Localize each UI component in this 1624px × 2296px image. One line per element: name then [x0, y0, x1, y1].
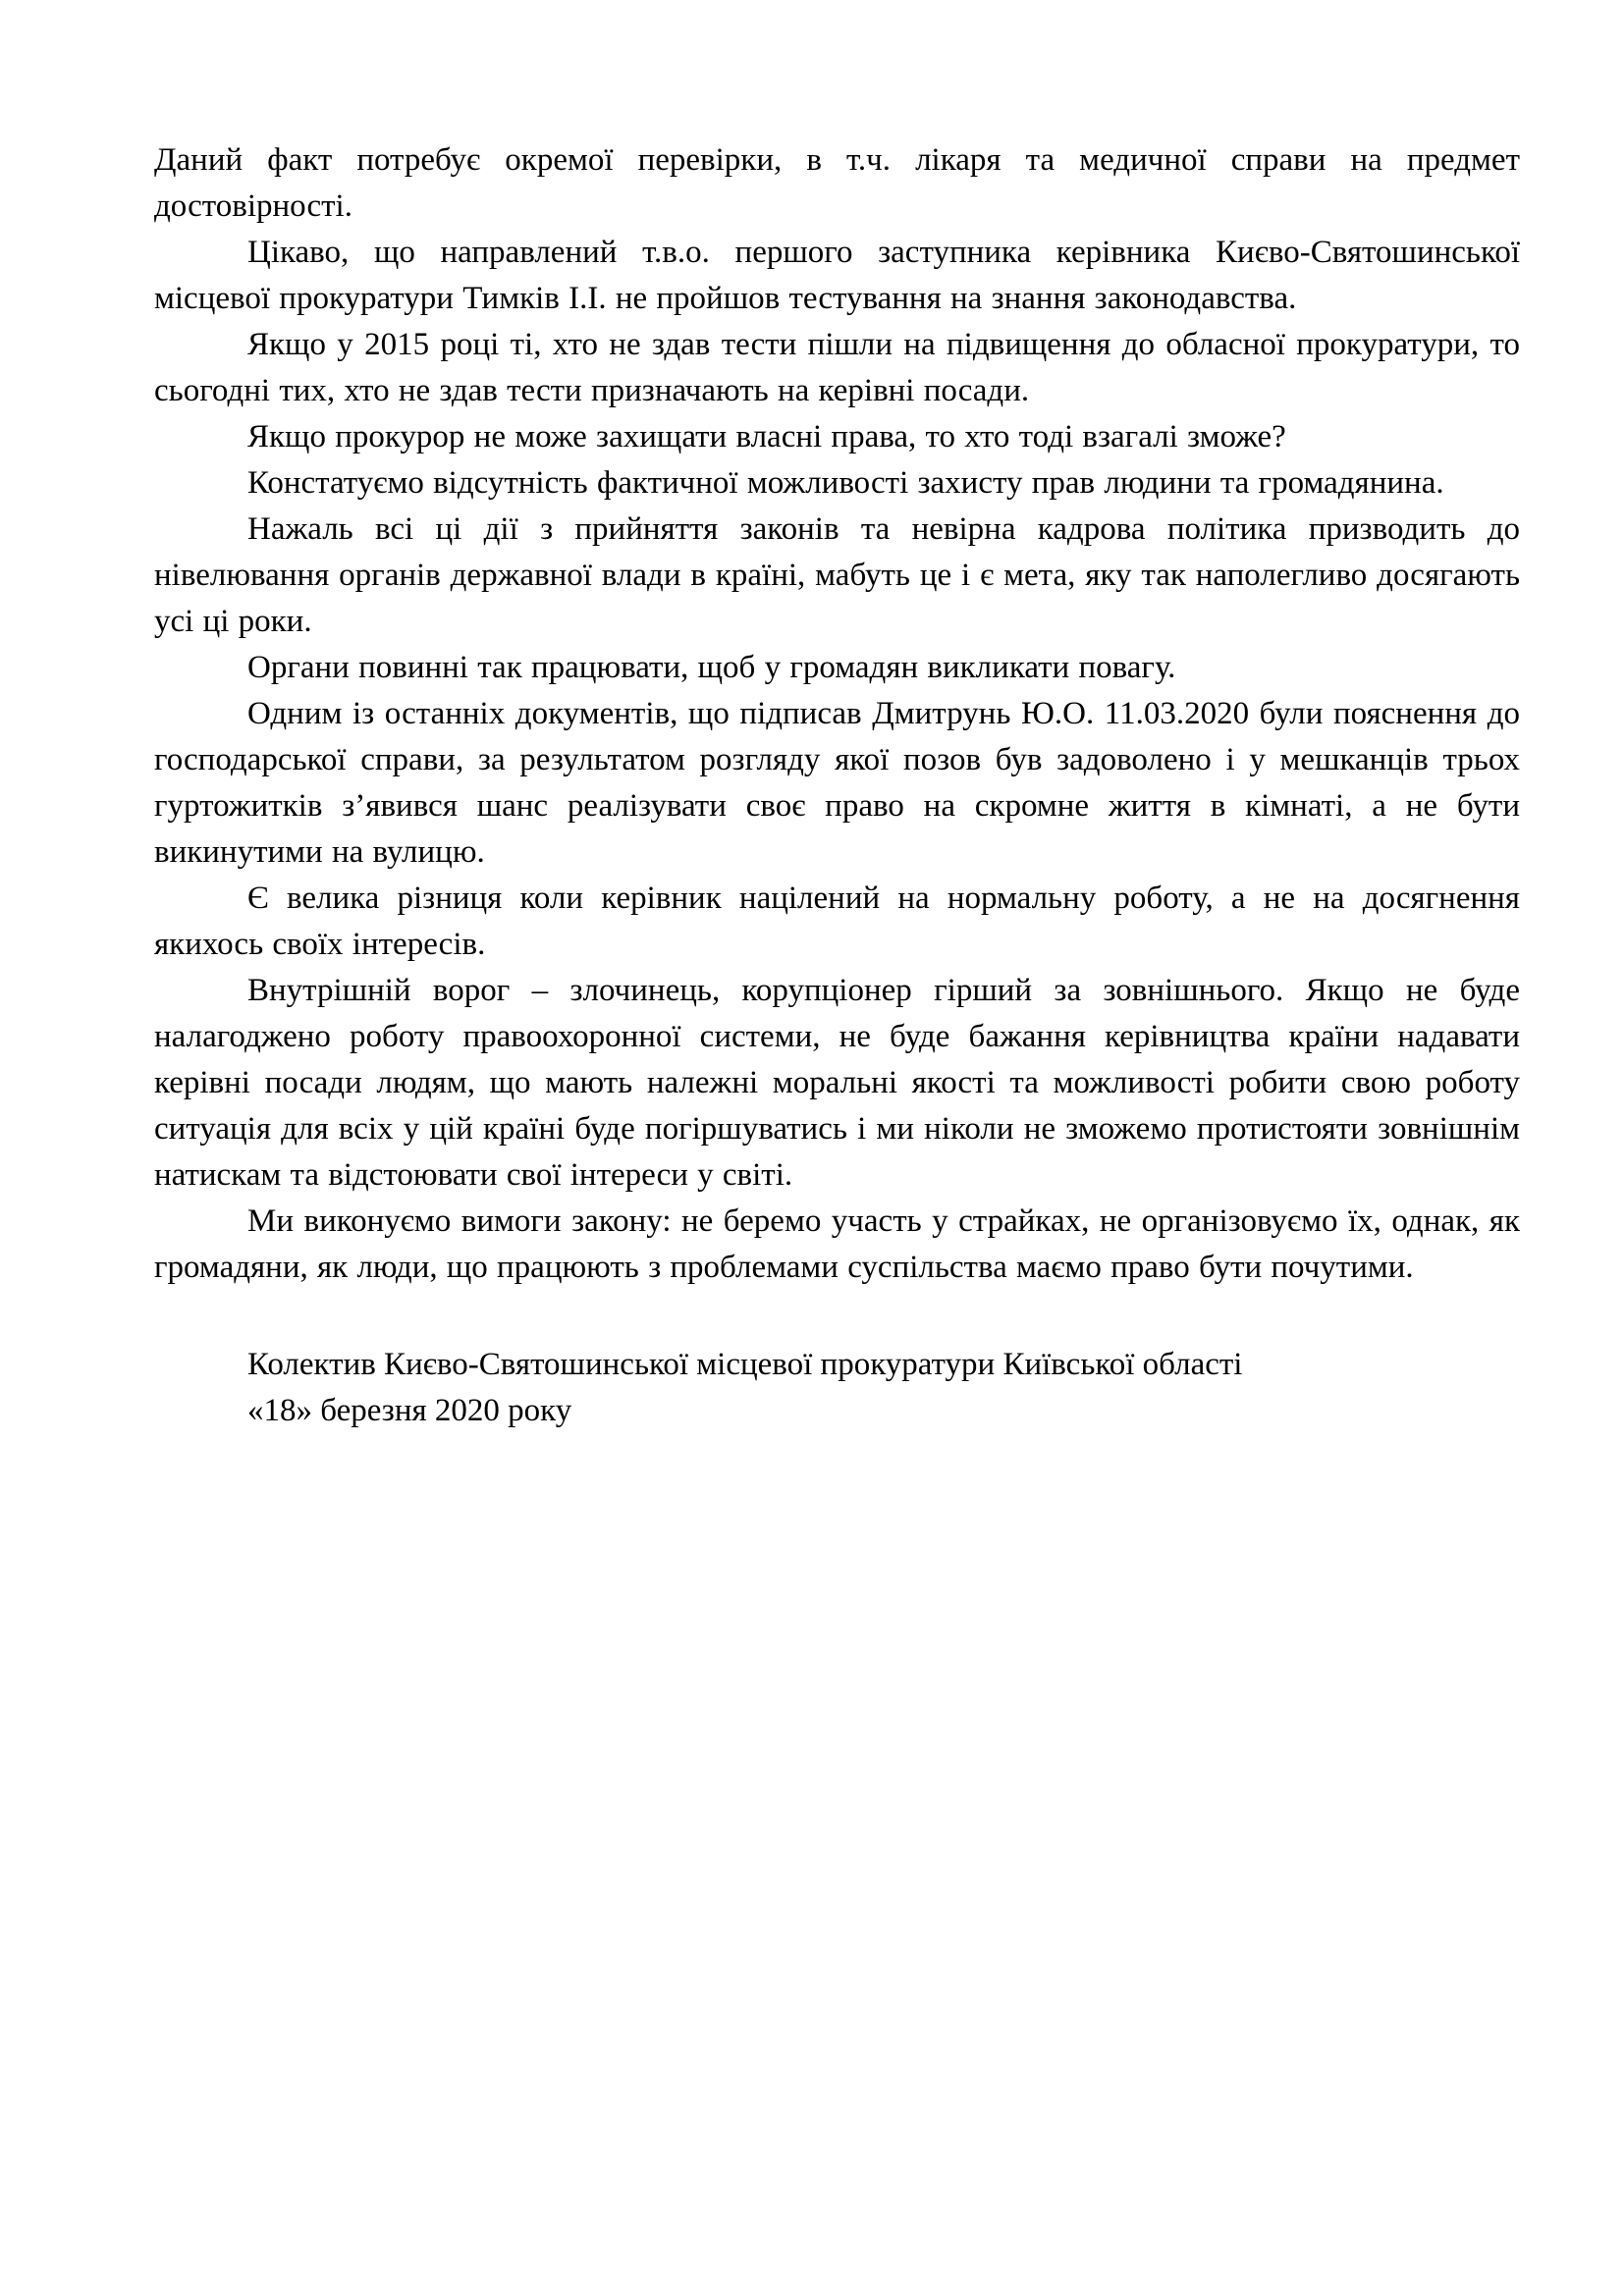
- signature-date: «18» березня 2020 року: [247, 1393, 572, 1428]
- paragraph: Одним із останніх документів, що підписав Дмитрунь Ю.О. 11.03.2020 були пояснення до господарської справи, за результатом розгляду якої позов був задоволено і у мешканців трьох гуртожитків з’явився шанс реалізувати своє право на скромне життя в кімнаті, а не бути викинутими на вулицю.: [154, 696, 1520, 870]
- paragraph: Органи повинні так працювати, щоб у громадян викликати повагу.: [247, 650, 1176, 685]
- paragraph: Цікаво, що направлений т.в.о. першого заступника керівника Києво-Святошинської місцевої прокуратури Тимків І.І. не пройшов тестування на знання законодавства.: [154, 235, 1520, 316]
- signature-block: [154, 1342, 1520, 1434]
- paragraph: Якщо у 2015 році ті, хто не здав тести пішли на підвищення до обласної прокуратури, то сьогодні тих, хто не здав тести призначають на керівні посади.: [154, 327, 1520, 408]
- paragraph: Є велика різниця коли керівник націлений на нормальну роботу, а не на досягнення якихось своїх інтересів.: [154, 881, 1520, 962]
- paragraph: Внутрішній ворог – злочинець, корупціонер гірший за зовнішнього. Якщо не буде налагоджено роботу правоохоронної системи, не буде бажання керівництва країни надавати керівні посади людям, що мають належні моральні якості та можливості робити свою роботу ситуація для всіх у цій країні буде погіршуватись і ми ніколи не зможемо протистояти зовнішнім натискам та відстоювати свої інтереси у світі.: [154, 973, 1520, 1193]
- paragraph: Якщо прокурор не може захищати власні права, то хто тоді взагалі зможе?: [247, 419, 1286, 454]
- paragraph: Констатуємо відсутність фактичної можливості захисту прав людини та громадянина.: [247, 465, 1444, 501]
- signature-author: Колектив Києво-Святошинської місцевої прокуратури Київської області: [247, 1347, 1243, 1382]
- paragraph: Даний факт потребує окремої перевірки, в т.ч. лікаря та медичної справи на предмет достовірності.: [154, 142, 1520, 224]
- paragraph: Ми виконуємо вимоги закону: не беремо участь у страйках, не організовуємо їх, однак, як громадяни, як люди, що працюють з проблемами суспільства маємо право бути почутими.: [154, 1203, 1520, 1285]
- paragraph: Нажаль всі ці дії з прийняття законів та невірна кадрова політика призводить до нівелювання органів державної влади в країні, мабуть це і є мета, яку так наполегливо досягають усі ці роки.: [154, 511, 1520, 639]
